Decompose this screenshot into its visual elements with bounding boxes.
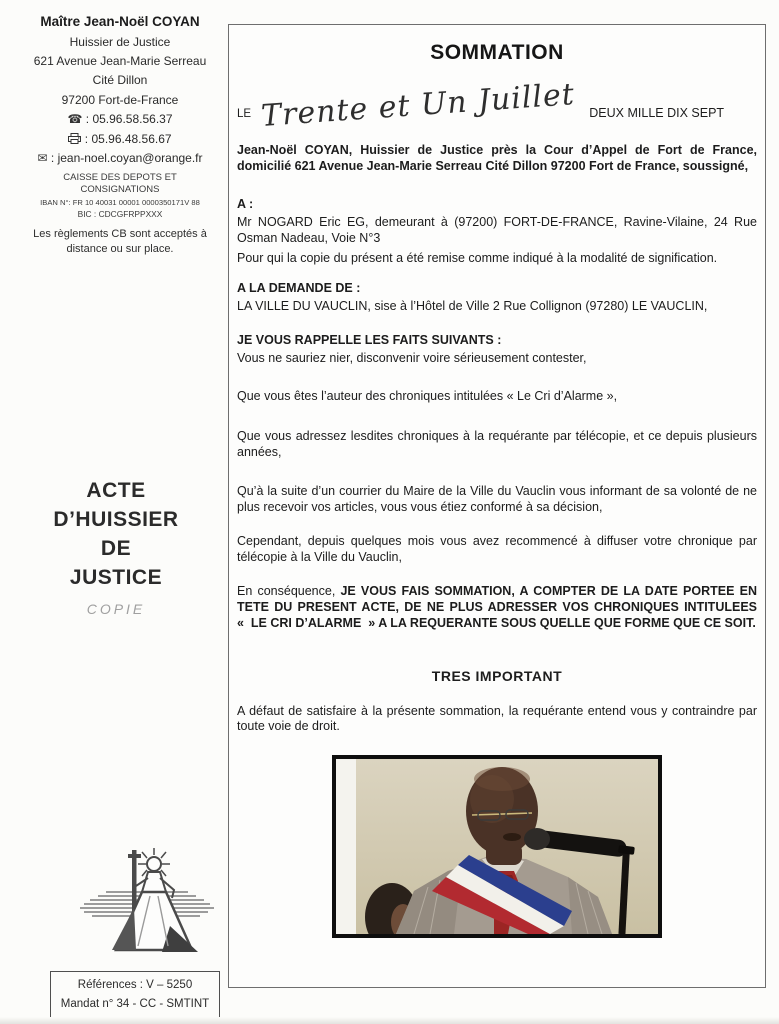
address-line-2: Cité Dillon	[92, 73, 148, 88]
summons-bold-text: JE VOUS FAIS SOMMATION, A COMPTER DE LA DATE PORTEE EN TETE DU PRESENT ACTE, DE NE PLUS ADRESSER VOS CHRONIQUES INTITULEES « LE CRI D’ALARME » A LA REQUERANTE SOUS QUELLE QUE FORME QUE CE SOIT.	[237, 583, 757, 630]
separator: :	[82, 112, 93, 127]
fax-line	[20, 131, 220, 148]
mayor-photo	[332, 755, 662, 938]
warning-paragraph: A défaut de satisfaire à la présente sommation, la requérante entend vous y contraindre par toute voie de droit.	[237, 703, 757, 734]
handwritten-date: Trente et Un Juillet	[260, 77, 576, 134]
scan-edge-shadow	[0, 1017, 779, 1024]
bailiff-title: Huissier de Justice	[69, 34, 171, 49]
separator: :	[81, 131, 92, 146]
recipient-paragraph: Mr NOGARD Eric EG, demeurant à (97200) FORT-DE-FRANCE, Ravine-Vilaine, 24 Rue Osman Nadeau, Voie N°3	[237, 214, 757, 245]
mandate-number: Mandat n° 34 - CC - SMTINT	[60, 997, 210, 1010]
delivery-note: Pour qui la copie du présent a été remise comme indiqué à la modalité de signification.	[237, 251, 718, 266]
document-title: SOMMATION	[430, 41, 564, 64]
justice-marianne-logo	[76, 842, 216, 963]
summons-paragraph	[237, 584, 757, 632]
phone-line	[20, 111, 220, 128]
reference-number: Références : V – 5250	[77, 979, 193, 991]
date-prefix: LE	[237, 108, 252, 120]
bailiff-name: Maître Jean-Noël COYAN	[40, 14, 200, 29]
to-label: A :	[237, 196, 254, 211]
acte-huissier-label: ACTE D’HUISSIER DE JUSTICE COPIE	[0, 476, 232, 624]
address-line-1: 621 Avenue Jean-Marie Serreau	[33, 53, 207, 68]
fax-number: 05.96.48.56.67	[91, 131, 172, 146]
bailiff-letterhead	[20, 12, 220, 257]
payment-note: Les règlements CB sont acceptés à distance ou sur place.	[33, 228, 207, 256]
separator: :	[47, 150, 58, 165]
fact-paragraph: Qu’à la suite d’un courrier du Maire de la Ville du Vauclin vous informant de sa volonté de ne plus recevoir vos articles, vous vous étiez conformé à sa décision,	[237, 484, 757, 515]
fact-paragraph: Que vous êtes l’auteur des chroniques intitulées « Le Cri d’Alarme »,	[237, 388, 618, 403]
photo-light-strip	[336, 759, 356, 934]
date-line	[237, 75, 757, 134]
fact-paragraph: Cependant, depuis quelques mois vous avez recommencé à diffuser votre chronique par télécopie à la Ville du Vauclin,	[237, 534, 757, 564]
references-box	[50, 971, 220, 1019]
document-frame	[228, 24, 766, 988]
requester-paragraph: LA VILLE DU VAUCLIN, sise à l’Hôtel de Ville 2 Rue Collignon (97280) LE VAUCLIN,	[237, 299, 708, 314]
email-icon: ✉	[37, 150, 48, 165]
phone-icon: ☎	[67, 112, 83, 127]
bank-name: CAISSE DES DEPOTS ET CONSIGNATIONS	[63, 172, 177, 196]
very-important-label: TRES IMPORTANT	[431, 667, 563, 684]
fact-paragraph: Que vous adressez lesdites chroniques à la requérante par télécopie, et ce depuis plusieurs années,	[237, 428, 757, 459]
bic-code: BIC : CDCGFRPPXXX	[77, 209, 163, 220]
facts-label: JE VOUS RAPPELLE LES FAITS SUIVANTS :	[237, 333, 502, 347]
request-label: A LA DEMANDE DE :	[237, 281, 361, 296]
email-address: jean-noel.coyan@orange.fr	[57, 150, 203, 165]
date-year-words: DEUX MILLE DIX SEPT	[589, 106, 725, 120]
copy-watermark: COPIE	[86, 601, 146, 617]
iban-number: IBAN N°: FR 10 40031 00001 0000350171V 88	[40, 198, 200, 208]
bailiff-paragraph: Jean-Noël COYAN, Huissier de Justice près la Cour d’Appel de Fort de France, domicilié 621 Avenue Jean-Marie Serreau Cité Dillon 97200 Fort de France, soussigné,	[237, 143, 757, 173]
email-line	[20, 150, 220, 167]
summons-prefix: En conséquence,	[237, 583, 341, 598]
fax-icon	[68, 133, 81, 144]
phone-number: 05.96.58.56.37	[92, 112, 173, 127]
address-line-3: 97200 Fort-de-France	[61, 92, 179, 107]
fact-paragraph: Vous ne sauriez nier, disconvenir voire sérieusement contester,	[237, 350, 587, 365]
